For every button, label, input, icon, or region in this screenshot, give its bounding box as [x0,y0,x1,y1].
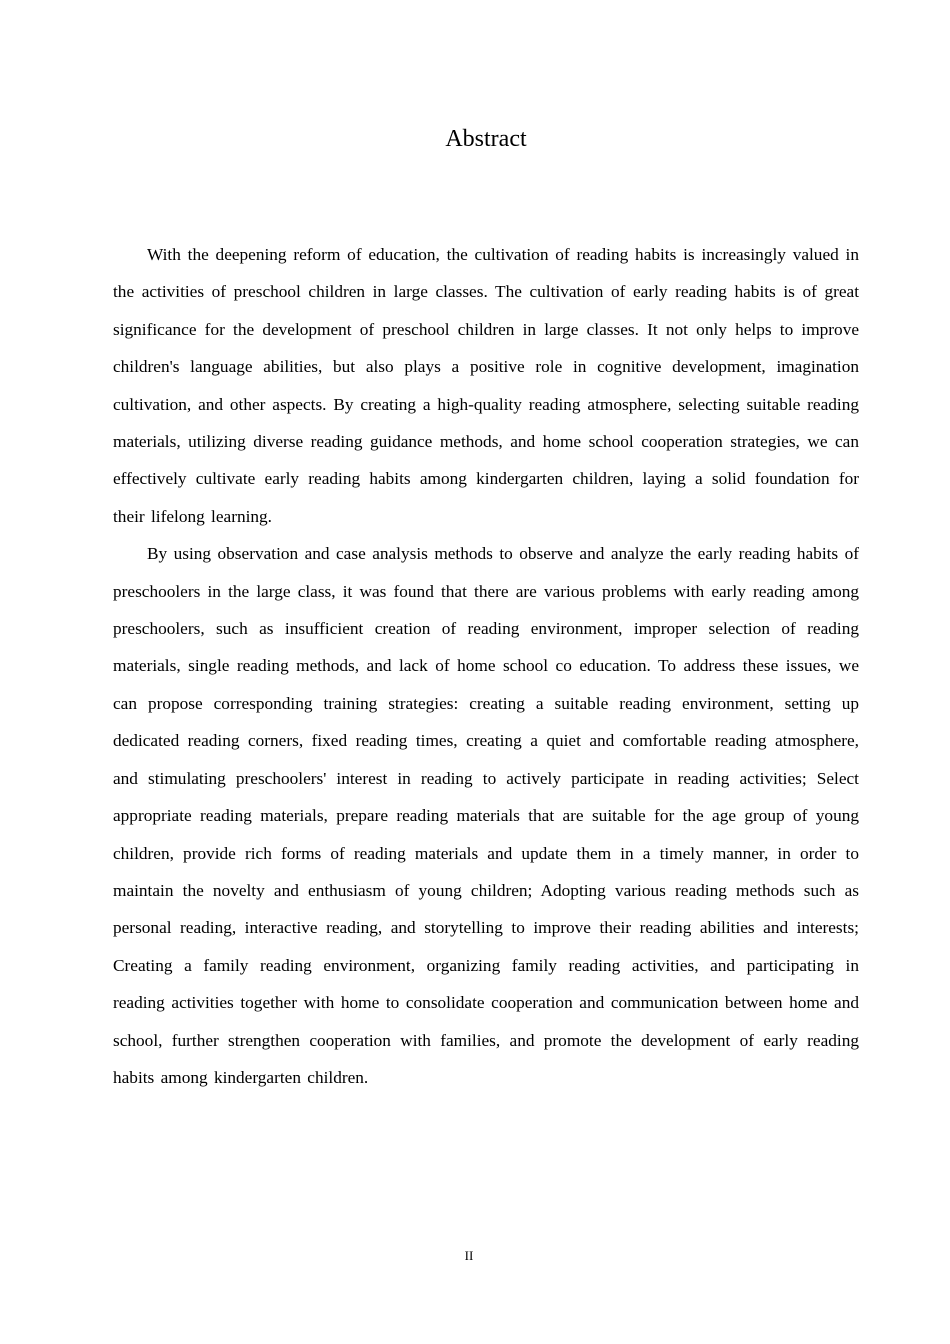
abstract-paragraph-2: By using observation and case analysis methods to observe and analyze the early reading habits of preschoolers in the large class, it was found that there are various problems with early reading among preschoolers, such as insufficient creation of reading environment, improper selection of reading materials, single reading methods, and lack of home school co education. To address these issues, we can propose corresponding training strategies: creating a suitable reading environment, setting up dedicated reading corners, fixed reading times, creating a quiet and comfortable reading atmosphere, and stimulating preschoolers' interest in reading to actively participate in reading activities; Select appropriate reading materials, prepare reading materials that are suitable for the age group of young children, provide rich forms of reading materials and update them in a timely manner, in order to maintain the novelty and enthusiasm of young children; Adopting various reading methods such as personal reading, interactive reading, and storytelling to improve their reading abilities and interests; Creating a family reading environment, organizing family reading activities, and participating in reading activities together with home to consolidate cooperation and communication between home and school, further strengthen cooperation with families, and promote the development of early reading habits among kindergarten children. [113,544,859,1087]
page-number: II [464,1248,474,1263]
page-title: Abstract [445,126,527,152]
abstract-paragraph-1: With the deepening reform of education, the cultivation of reading habits is increasingly valued in the activities of preschool children in large classes. The cultivation of early reading habits is of great significance for the development of preschool children in large classes. It not only helps to improve children's language abilities, but also plays a positive role in cognitive development, imagination cultivation, and other aspects. By creating a high-quality reading atmosphere, selecting suitable reading materials, utilizing diverse reading guidance methods, and home school cooperation strategies, we can effectively cultivate early reading habits among kindergarten children, laying a solid foundation for their lifelong learning. [113,245,859,526]
abstract-body [113,236,859,1096]
